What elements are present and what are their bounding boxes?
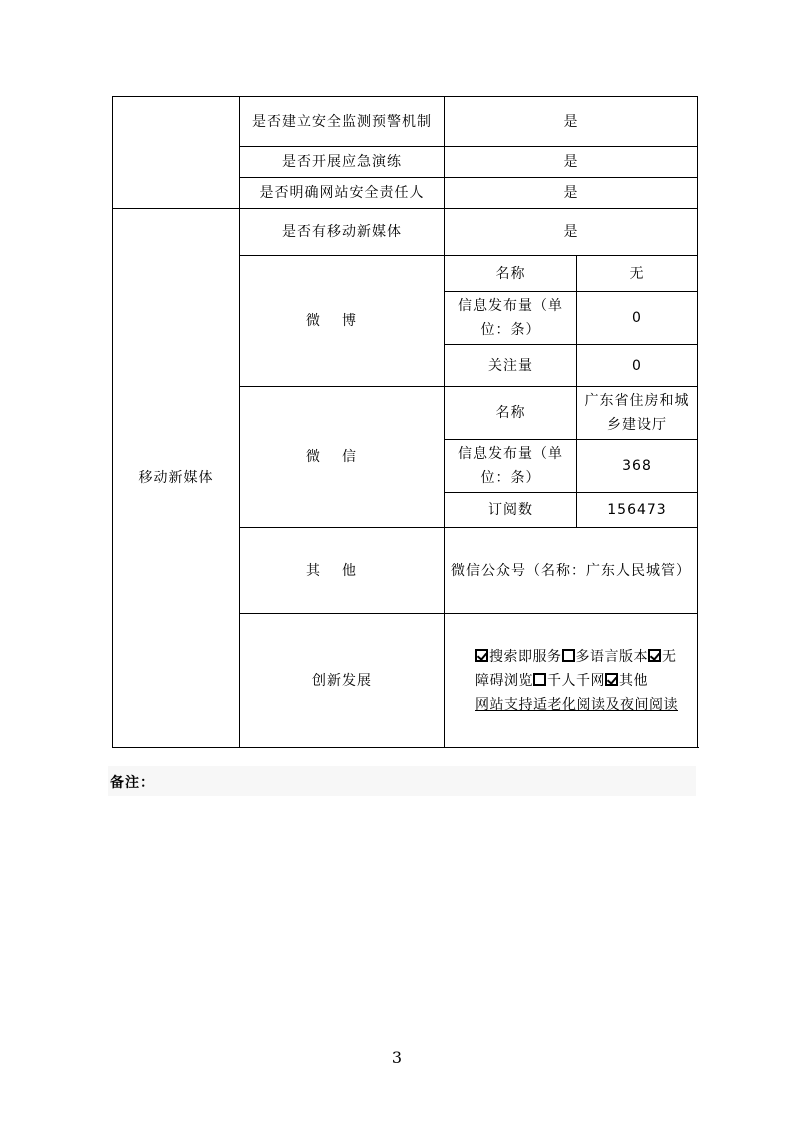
table-row (113, 97, 698, 147)
has-media-value: 是 (445, 209, 698, 256)
monitoring-label: 是否建立安全监测预警机制 (240, 97, 445, 147)
checkbox-personalized[interactable] (533, 673, 546, 686)
weibo-follow-value: 0 (577, 345, 698, 387)
wechat-posts-label: 信息发布量（单位：条） (445, 440, 577, 493)
weibo-follow-label: 关注量 (445, 345, 577, 387)
page-number: 3 (391, 1048, 403, 1067)
weibo-label: 微博 (240, 256, 445, 387)
responsible-label: 是否明确网站安全责任人 (240, 178, 445, 209)
option-accessibility: 无障碍浏览 (475, 648, 677, 689)
table-row (113, 209, 698, 256)
notes-bar (108, 766, 696, 796)
drill-label: 是否开展应急演练 (240, 147, 445, 178)
security-section-cell (113, 97, 240, 209)
has-media-label: 是否有移动新媒体 (240, 209, 445, 256)
notes-label: 备注： (110, 775, 155, 791)
checkbox-search-service[interactable] (475, 649, 488, 662)
option-other: 其他 (619, 672, 648, 689)
report-table (112, 96, 698, 748)
monitoring-value: 是 (445, 97, 698, 147)
weibo-name-value: 无 (577, 256, 698, 292)
option-personalized: 千人千网 (547, 672, 605, 689)
weibo-posts-value: 0 (577, 292, 698, 345)
other-media-label: 其他 (240, 528, 445, 614)
wechat-name-label: 名称 (445, 387, 577, 440)
checkbox-multilingual[interactable] (562, 649, 575, 662)
checkbox-accessibility[interactable] (648, 649, 661, 662)
wechat-label: 微信 (240, 387, 445, 528)
weibo-posts-label: 信息发布量（单位：条） (445, 292, 577, 345)
innovation-other-detail: 网站支持适老化阅读及夜间阅读 (475, 696, 678, 713)
media-section-label: 移动新媒体 (113, 209, 240, 748)
wechat-name-value: 广东省住房和城乡建设厅 (577, 387, 698, 440)
innovation-options (445, 614, 698, 748)
wechat-posts-value: 368 (577, 440, 698, 493)
option-multilingual: 多语言版本 (575, 648, 648, 665)
wechat-subs-value: 156473 (577, 493, 698, 528)
drill-value: 是 (445, 147, 698, 178)
checkbox-other[interactable] (605, 673, 618, 686)
wechat-subs-label: 订阅数 (445, 493, 577, 528)
other-media-value: 微信公众号（名称：广东人民城管） (445, 528, 698, 614)
responsible-value: 是 (445, 178, 698, 209)
innovation-checkbox-line (475, 645, 689, 693)
weibo-name-label: 名称 (445, 256, 577, 292)
option-search-service: 搜索即服务 (489, 648, 562, 665)
innovation-section-label: 创新发展 (240, 614, 445, 748)
